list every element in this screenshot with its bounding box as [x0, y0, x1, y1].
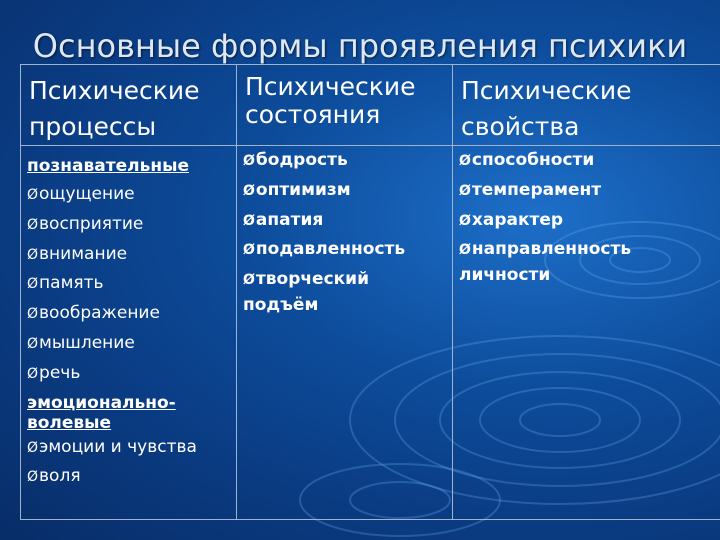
arrow-bullet-icon: Ø [459, 242, 471, 259]
properties-cell [453, 146, 720, 520]
arrow-bullet-icon: Ø [243, 153, 255, 169]
list-item [27, 433, 230, 463]
list-item-continuation: личности [459, 265, 551, 286]
list-item [243, 265, 446, 295]
list-item [27, 462, 230, 492]
arrow-bullet-icon: Ø [243, 212, 255, 229]
category-emotional-volitional [27, 393, 230, 433]
list-item [459, 206, 714, 236]
table-body-row [21, 146, 720, 520]
arrow-bullet-icon: Ø [459, 153, 471, 169]
list-item-text: внимание [39, 243, 128, 264]
category-line: волевые [27, 412, 112, 433]
states-cell [237, 146, 453, 520]
header-line: состояния [245, 100, 381, 129]
column-header-states [237, 65, 453, 146]
list-item-text: способности [471, 150, 595, 170]
list-item-text: оптимизм [255, 179, 351, 200]
list-item-text: темперамент [471, 179, 602, 200]
list-item-text: восприятие [39, 213, 144, 234]
arrow-bullet-icon: Ø [243, 242, 255, 259]
category-cognitive: познавательные [27, 156, 189, 176]
column-header-properties [453, 65, 720, 146]
list-item [27, 180, 230, 210]
list-item [243, 235, 446, 265]
arrow-bullet-icon: Ø [27, 276, 39, 293]
header-line: процессы [29, 112, 157, 141]
column-header-processes [21, 65, 237, 146]
arrow-bullet-icon: Ø [459, 212, 471, 229]
list-item [243, 176, 446, 206]
list-item-text: мышление [39, 332, 135, 353]
list-item-text: характер [471, 209, 564, 230]
list-item-text: воля [39, 466, 81, 487]
processes-cell [21, 146, 237, 520]
list-item-text: эмоции и чувства [39, 436, 197, 457]
list-item [459, 176, 714, 206]
arrow-bullet-icon: Ø [27, 187, 39, 203]
list-item-text: воображение [39, 303, 160, 324]
arrow-bullet-icon: Ø [27, 306, 39, 323]
arrow-bullet-icon: Ø [27, 216, 39, 233]
header-line: Психические [245, 72, 416, 101]
list-item-text: творческий [255, 269, 370, 290]
list-item [27, 359, 230, 389]
list-item [27, 329, 230, 359]
arrow-bullet-icon: Ø [243, 182, 255, 199]
list-item-text: память [39, 273, 104, 294]
list-item [243, 146, 446, 176]
page-title: Основные формы проявления психики [32, 27, 688, 65]
forms-table [20, 64, 720, 520]
list-item-text: ощущение [39, 184, 135, 204]
arrow-bullet-icon: Ø [459, 182, 471, 199]
list-item [459, 235, 714, 265]
arrow-bullet-icon: Ø [27, 439, 39, 456]
list-item [27, 210, 230, 240]
table-header-row [21, 65, 720, 146]
arrow-bullet-icon: Ø [243, 272, 255, 289]
list-item [27, 240, 230, 270]
arrow-bullet-icon: Ø [27, 365, 39, 382]
list-item-text: апатия [255, 209, 324, 230]
header-line: Психические [29, 76, 200, 105]
list-item-text: подавленность [255, 239, 406, 260]
arrow-bullet-icon: Ø [27, 469, 39, 486]
list-item-continuation: подъём [243, 294, 319, 315]
header-line: Психические [461, 76, 632, 105]
arrow-bullet-icon: Ø [27, 246, 39, 263]
list-item [27, 299, 230, 329]
arrow-bullet-icon: Ø [27, 335, 39, 352]
header-line: свойства [461, 112, 580, 141]
list-item-text: бодрость [255, 150, 348, 170]
list-item-text: направленность [471, 239, 632, 260]
list-item [27, 269, 230, 299]
list-item [243, 206, 446, 236]
list-item-text: речь [39, 362, 81, 383]
category-line: эмоционально- [27, 392, 176, 413]
list-item [459, 146, 714, 176]
